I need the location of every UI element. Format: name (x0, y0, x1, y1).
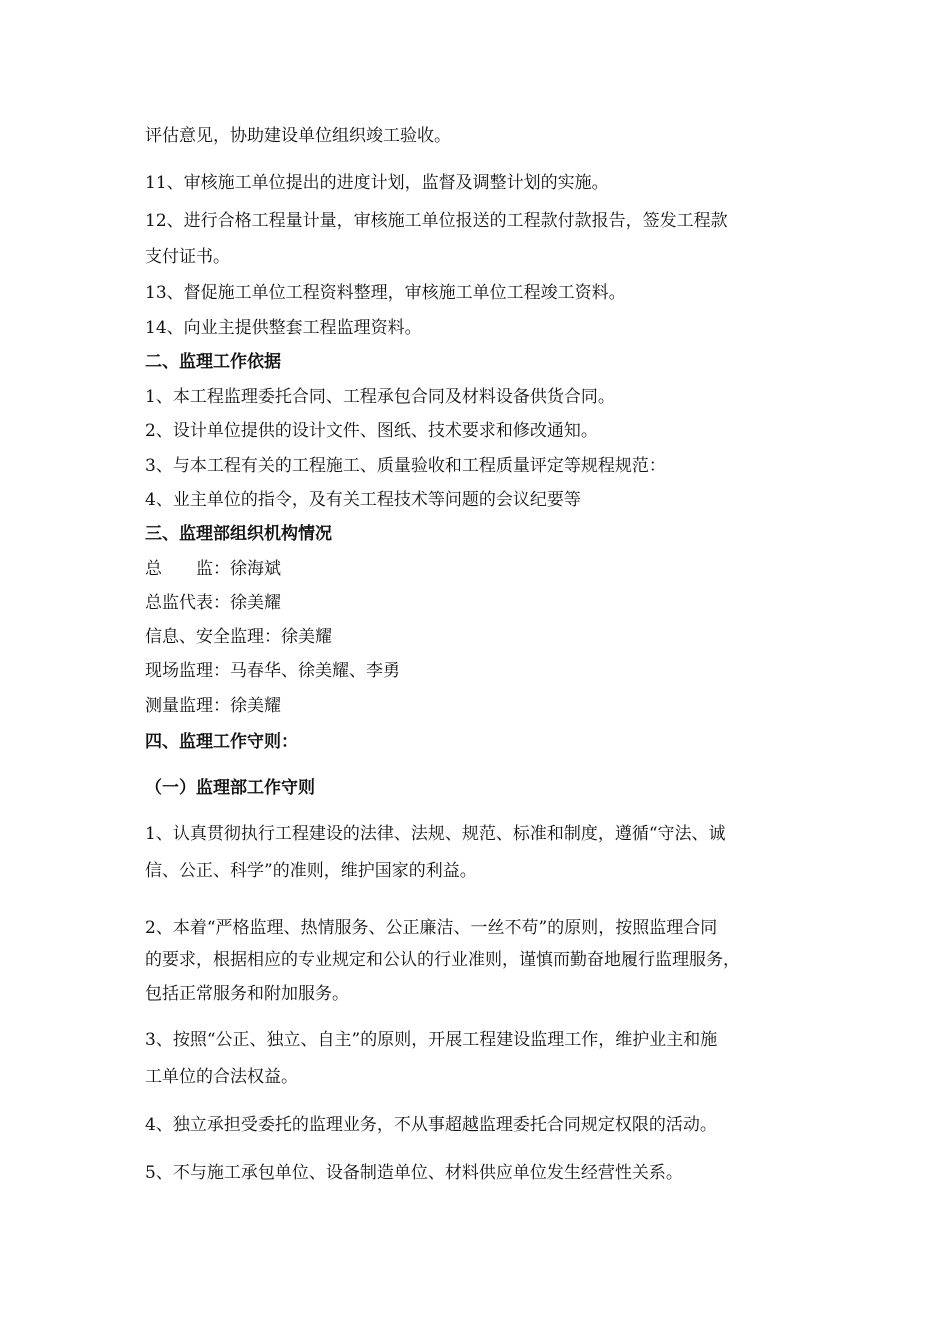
subsection-heading: （一）监理部工作守则 (145, 778, 315, 798)
text-line: 3、按照“公正、独立、自主”的原则，开展工程建设监理工作，维护业主和施 (145, 1030, 718, 1050)
section-heading: 三、监理部组织机构情况 (145, 524, 332, 544)
text-line: 3、与本工程有关的工程施工、质量验收和工程质量评定等规程规范： (145, 456, 666, 476)
text-line: 2、设计单位提供的设计文件、图纸、技术要求和修改通知。 (145, 421, 598, 441)
text-line: 工单位的合法权益。 (145, 1067, 298, 1087)
text-line: 4、业主单位的指令，及有关工程技术等问题的会议纪要等 (145, 490, 581, 510)
text-line: 总监代表：徐美耀 (145, 593, 281, 613)
text-line: 2、本着“严格监理、热情服务、公正廉洁、一丝不苟”的原则，按照监理合同 (145, 918, 718, 938)
text-line: 信息、安全监理：徐美耀 (145, 627, 332, 647)
text-line: 1、认真贯彻执行工程建设的法律、法规、规范、标准和制度，遵循“守法、诚 (145, 824, 726, 844)
text-line: 13、督促施工单位工程资料整理，审核施工单位工程竣工资料。 (145, 283, 626, 303)
text-line: 11、审核施工单位提出的进度计划，监督及调整计划的实施。 (145, 173, 609, 193)
text-line: 12、进行合格工程量计量，审核施工单位报送的工程款付款报告，签发工程款 (145, 211, 728, 231)
text-line: 测量监理：徐美耀 (145, 696, 281, 716)
section-heading: 四、监理工作守则： (145, 732, 298, 752)
text-line: 包括正常服务和附加服务。 (145, 984, 349, 1004)
text-line: 4、独立承担受委托的监理业务，不从事超越监理委托合同规定权限的活动。 (145, 1115, 717, 1135)
text-line: 评估意见，协助建设单位组织竣工验收。 (145, 126, 451, 146)
text-line: 5、不与施工承包单位、设备制造单位、材料供应单位发生经营性关系。 (145, 1163, 683, 1183)
section-heading: 二、监理工作依据 (145, 352, 281, 372)
text-line: 总 监：徐海斌 (145, 559, 281, 579)
text-line: 1、本工程监理委托合同、工程承包合同及材料设备供货合同。 (145, 387, 615, 407)
text-line: 的要求，根据相应的专业规定和公认的行业准则，谨慎而勤奋地履行监理服务， (145, 950, 740, 970)
text-line: 信、公正、科学”的准则，维护国家的利益。 (145, 861, 477, 881)
text-line: 支付证书。 (145, 247, 230, 267)
text-line: 14、向业主提供整套工程监理资料。 (145, 318, 422, 338)
text-line: 现场监理：马春华、徐美耀、李勇 (145, 661, 400, 681)
